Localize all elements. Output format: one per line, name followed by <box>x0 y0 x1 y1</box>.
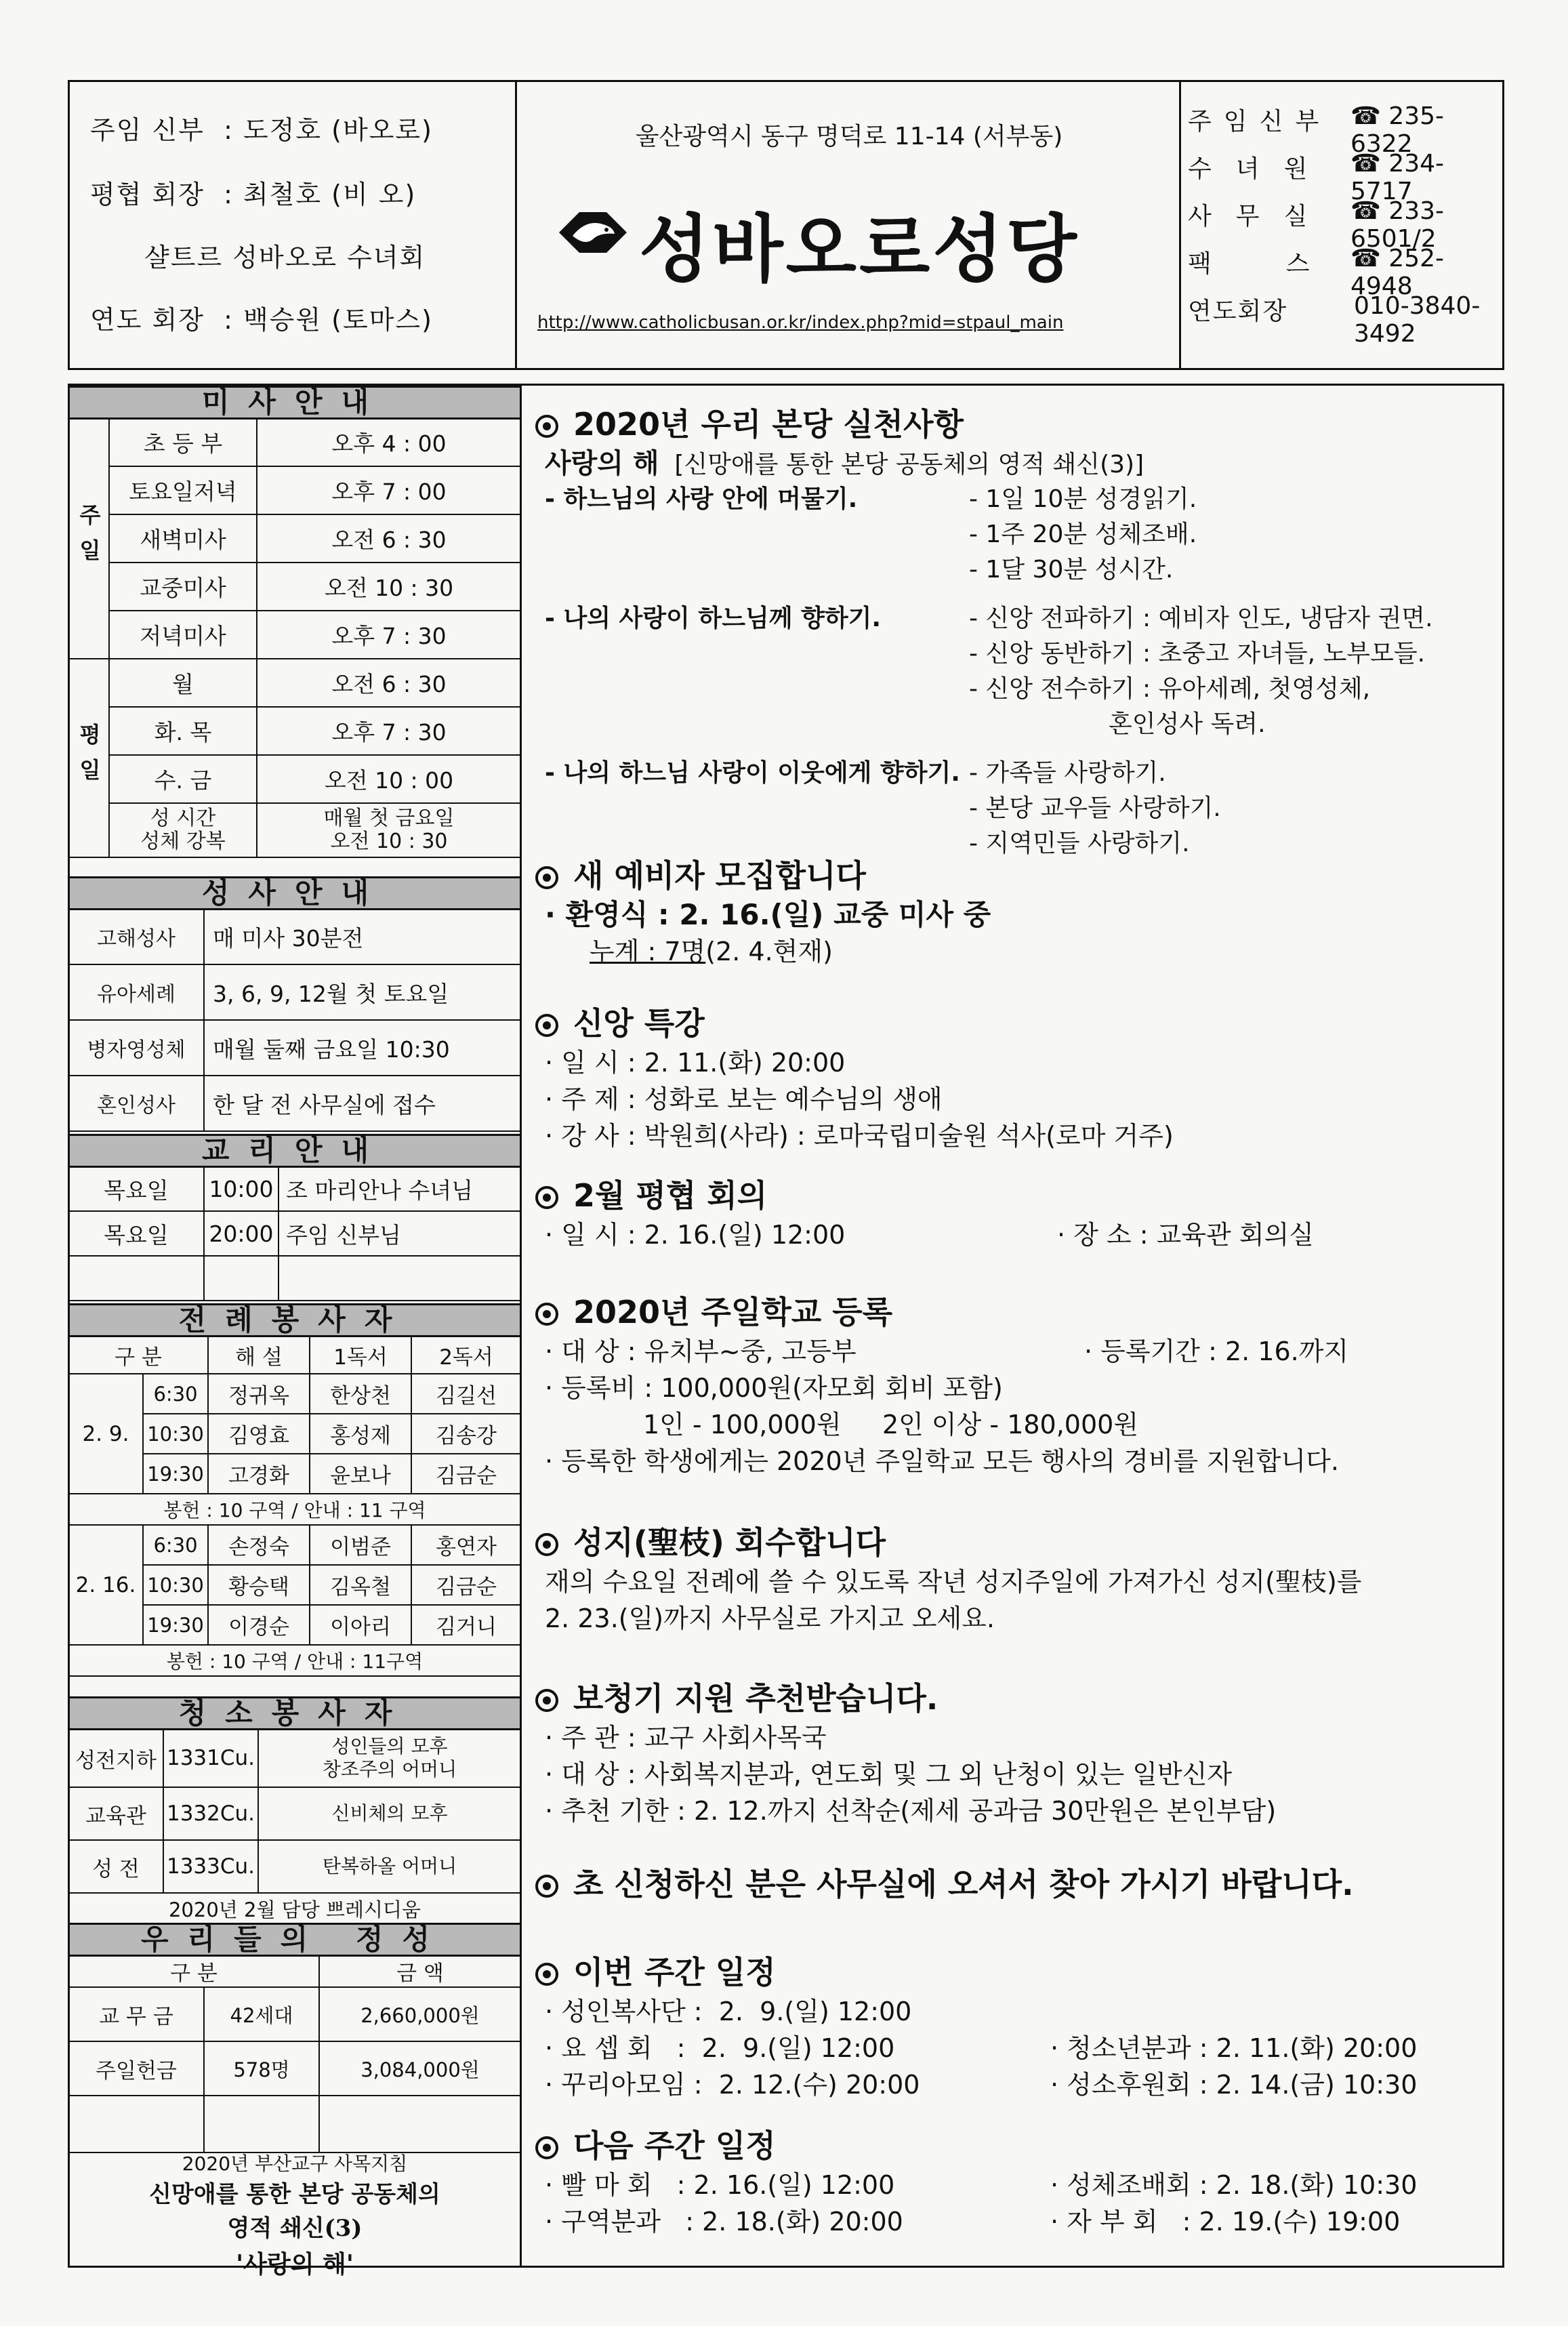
sacrament-table <box>68 908 522 1132</box>
column-header: 금 액 <box>319 1955 521 1987</box>
notice-subtitle: 사랑의 해 [신망애를 통한 본당 공동체의 영적 쇄신(3)] <box>545 448 1144 479</box>
sacrament-section-title: 성사안내 <box>70 876 520 910</box>
reader2-name: 김길선 <box>411 1374 521 1414</box>
notice-line: · 대 상 : 사회복지분과, 연도회 및 그 외 난청이 있는 일반신자 <box>545 1759 1233 1789</box>
notice-title: 초 신청하신 분은 사무실에 오셔서 찾아 가시기 바랍니다. <box>535 1863 1484 1905</box>
mass-time: 매월 첫 금요일 오전 10 : 30 <box>257 803 521 857</box>
guideline-line: 2020년 부산교구 사목지침 <box>182 2152 408 2175</box>
schedule-line: · 꾸리아모임 : 2. 12.(수) 20:00 · 성소후원회 : 2. 14.(금) 10:30 <box>545 2070 1418 2100</box>
mass-time: 오전 10 : 00 <box>257 755 521 803</box>
commentator-name: 김영효 <box>208 1414 310 1454</box>
bullet-icon <box>535 2136 558 2159</box>
dove-logo-icon <box>552 199 634 266</box>
table-row <box>68 1729 521 1787</box>
cleaning-place: 교육관 <box>68 1787 163 1840</box>
mass-name: 교중미사 <box>109 563 257 611</box>
catechism-day: 목요일 <box>68 1166 204 1211</box>
practice-goal: - 나의 사랑이 하느님께 향하기. <box>545 605 882 632</box>
table-row <box>68 1076 521 1131</box>
pastor-line: 주임 신부 : 도정호 (바오로) <box>90 115 433 145</box>
contact-row: 주임신부 ☎ 235-6322 <box>1188 102 1444 158</box>
practice-goal: - 하느님의 사랑 안에 머물기. <box>545 485 858 513</box>
offering-table <box>68 1955 522 2153</box>
notice-line: 2. 23.(일)까지 사무실로 가지고 오세요. <box>545 1604 995 1633</box>
mass-name: 토요일저녁 <box>109 466 257 514</box>
practice-line <box>535 482 1484 517</box>
schedule-line: · 구역분과 : 2. 18.(화) 20:00 · 자 부 회 : 2. 19.(수) 19:00 <box>545 2207 1401 2237</box>
liturgy-time: 6:30 <box>143 1525 208 1565</box>
catechism-teacher <box>278 1256 521 1301</box>
bullet-icon <box>535 1014 558 1037</box>
catechism-day <box>68 1256 204 1301</box>
reader2-name: 김송강 <box>411 1414 521 1454</box>
sunday-label: 주일 <box>68 418 109 659</box>
liturgy-time: 6:30 <box>143 1374 208 1414</box>
notice-title: 다음 주간 일정 <box>535 2125 1484 2167</box>
notice-line: 누계 : 7명(2. 4.현재) <box>590 937 833 966</box>
table-row <box>68 2096 521 2152</box>
bullet-icon <box>535 1186 558 1209</box>
table-row <box>68 1955 521 1987</box>
notice-title: 2월 평협 회의 <box>535 1175 1484 1217</box>
mass-name: 월 <box>109 659 257 707</box>
table-row <box>68 1987 521 2041</box>
reader1-name: 홍성제 <box>310 1414 411 1454</box>
schedule-line: · 성인복사단 : 2. 9.(일) 12:00 <box>545 1997 912 2026</box>
practice-action: - 가족들 사랑하기. <box>969 759 1166 787</box>
table-row <box>68 1336 521 1374</box>
cleaning-curia: 1332Cu. <box>163 1787 258 1840</box>
table-row <box>68 1256 521 1301</box>
mass-section-title: 미사안내 <box>70 386 520 420</box>
mass-time: 오후 4 : 00 <box>257 418 521 466</box>
table-row <box>68 1020 521 1076</box>
practice-action: - 본당 교우들 사랑하기. <box>969 794 1221 822</box>
cleaning-footer: 2020년 2월 담당 쁘레시디움 <box>68 1893 521 1924</box>
notice-line: · 주 제 : 성화로 보는 예수님의 생애 <box>545 1084 943 1114</box>
liturgy-note: 봉헌 : 10 구역 / 안내 : 11 구역 <box>68 1494 521 1525</box>
table-row <box>68 1840 521 1893</box>
catechism-time: 10:00 <box>204 1166 278 1211</box>
mass-name: 화. 목 <box>109 707 257 755</box>
mass-name: 저녁미사 <box>109 611 257 659</box>
practice-action: - 1달 30분 성시간. <box>969 556 1174 584</box>
header-contacts <box>1181 82 1502 368</box>
empty-cell <box>319 2096 521 2152</box>
table-row <box>68 803 521 857</box>
left-info-column <box>68 384 522 2279</box>
schedule-line: · 빨 마 회 : 2. 16.(일) 12:00 · 성체조배회 : 2. 18.(화) 10:30 <box>545 2170 1418 2200</box>
notice-line: · 일 시 : 2. 11.(화) 20:00 <box>545 1048 846 1078</box>
guideline-line: '사랑의 해' <box>236 2250 354 2279</box>
bullet-icon <box>535 1533 558 1556</box>
catechism-section-title: 교리안내 <box>70 1134 520 1168</box>
cleaning-praesidium: 신비체의 모후 <box>258 1787 521 1840</box>
notice-line: 1인 - 100,000원 2인 이상 - 180,000원 <box>545 1410 1139 1440</box>
bullet-icon <box>535 866 558 889</box>
pastoral-guideline-box <box>70 2150 520 2283</box>
table-row <box>68 514 521 563</box>
mass-time: 오전 6 : 30 <box>257 514 521 563</box>
sacrament-desc: 매월 둘째 금요일 10:30 <box>204 1020 521 1076</box>
notice-next-week <box>535 2125 1484 2240</box>
offering-count: 42세대 <box>204 1987 319 2041</box>
column-header: 1독서 <box>310 1336 411 1374</box>
mass-name: 새벽미사 <box>109 514 257 563</box>
table-row <box>68 563 521 611</box>
church-url[interactable]: http://www.catholicbusan.or.kr/index.php?mid=stpaul_main <box>537 312 1064 333</box>
reader1-name: 이범준 <box>310 1525 411 1565</box>
mass-table <box>68 417 522 858</box>
cleaning-table <box>68 1728 522 1925</box>
table-row <box>68 418 521 466</box>
notices-column <box>522 384 1504 2268</box>
notice-line: · 강 사 : 박원희(사라) : 로마국립미술원 석사(로마 거주) <box>545 1121 1174 1151</box>
practice-line <box>535 636 1484 672</box>
catechism-time <box>204 1256 278 1301</box>
offering-amount: 3,084,000원 <box>319 2041 521 2096</box>
council-president-line: 평협 회장 : 최철호 (비 오) <box>90 180 417 209</box>
mass-time: 오후 7 : 30 <box>257 611 521 659</box>
notice-line: 재의 수요일 전례에 쓸 수 있도록 작년 성지주일에 가져가신 성지(聖枝)를 <box>545 1567 1362 1597</box>
offering-amount: 2,660,000원 <box>319 1987 521 2041</box>
contact-row: 수녀원 ☎ 234-5717 <box>1188 150 1444 205</box>
table-row <box>68 466 521 514</box>
offering-name: 교 무 금 <box>68 1987 204 2041</box>
table-row <box>68 1787 521 1840</box>
commentator-name: 정귀옥 <box>208 1374 310 1414</box>
empty-cell <box>204 2096 319 2152</box>
liturgy-table <box>68 1335 522 1677</box>
cleaning-section-title: 청소봉사자 <box>70 1696 520 1730</box>
reader2-name: 김금순 <box>411 1565 521 1605</box>
reader2-name: 김금순 <box>411 1454 521 1494</box>
mass-time: 오후 7 : 00 <box>257 466 521 514</box>
table-row <box>68 659 521 707</box>
catechism-time: 20:00 <box>204 1211 278 1256</box>
requiem-president-line: 연도 회장 : 백승원 (토마스) <box>90 305 433 335</box>
bullet-icon <box>535 415 558 438</box>
bullet-icon <box>535 1689 558 1712</box>
table-row <box>68 964 521 1020</box>
weekday-label: 평일 <box>68 659 109 857</box>
practice-action: - 1주 20분 성체조배. <box>969 521 1197 548</box>
column-header: 구 분 <box>68 1955 319 1987</box>
practice-action: - 지역민들 사랑하기. <box>969 830 1190 857</box>
commentator-name: 황승택 <box>208 1565 310 1605</box>
schedule-line: · 요 셉 회 : 2. 9.(일) 12:00 · 청소년분과 : 2. 11.(화) 20:00 <box>545 2033 1418 2063</box>
sacrament-name: 병자영성체 <box>68 1020 204 1076</box>
sacrament-desc: 한 달 전 사무실에 접수 <box>204 1076 521 1131</box>
liturgy-time: 19:30 <box>143 1605 208 1645</box>
mass-time: 오전 6 : 30 <box>257 659 521 707</box>
table-row <box>68 1893 521 1924</box>
mass-name: 수. 금 <box>109 755 257 803</box>
table-row <box>68 1525 521 1565</box>
column-header: 해 설 <box>208 1336 310 1374</box>
column-header: 구 분 <box>68 1336 208 1374</box>
sacrament-desc: 3, 6, 9, 12월 첫 토요일 <box>204 964 521 1020</box>
notice-title: 새 예비자 모집합니다 <box>535 855 1484 897</box>
notice-title: 이번 주간 일정 <box>535 1951 1484 1993</box>
practice-line <box>535 707 1484 742</box>
practice-item <box>535 601 1484 742</box>
catechism-teacher: 주임 신부님 <box>278 1211 521 1256</box>
liturgy-time: 10:30 <box>143 1565 208 1605</box>
table-row <box>68 707 521 755</box>
practice-action: - 신앙 동반하기 : 초중고 자녀들, 노부모들. <box>969 640 1426 668</box>
commentator-name: 손정숙 <box>208 1525 310 1565</box>
sacrament-name: 유아세례 <box>68 964 204 1020</box>
table-row <box>68 1494 521 1525</box>
practice-goal: - 나의 하느님 사랑이 이웃에게 향하기. <box>545 759 960 787</box>
contact-row: 연도회장 010-3840-3492 <box>1188 292 1481 348</box>
reader1-name: 김옥철 <box>310 1565 411 1605</box>
notice-catechumen <box>535 855 1484 970</box>
mass-name: 성 시간 성체 강복 <box>109 803 257 857</box>
cleaning-praesidium: 탄복하올 어머니 <box>258 1840 521 1893</box>
sacrament-name: 혼인성사 <box>68 1076 204 1131</box>
notice-title: 보청기 지원 추천받습니다. <box>535 1677 1484 1719</box>
table-row <box>68 1645 521 1676</box>
reader1-name: 이아리 <box>310 1605 411 1645</box>
catechism-day: 목요일 <box>68 1211 204 1256</box>
liturgy-date: 2. 9. <box>68 1374 143 1494</box>
notice-title: 2020년 우리 본당 실천사항 <box>535 403 1484 445</box>
notice-practice <box>535 403 1484 861</box>
bullet-icon <box>535 1303 558 1326</box>
header-church <box>517 82 1181 368</box>
notice-title: 2020년 주일학교 등록 <box>535 1291 1484 1333</box>
bullet-icon <box>535 1963 558 1986</box>
notice-line: · 대 상 : 유치부~중, 고등부 · 등록기간 : 2. 16.까지 <box>545 1337 1349 1366</box>
notice-line: · 일 시 : 2. 16.(일) 12:00 · 장 소 : 교육관 회의실 <box>545 1220 1314 1250</box>
sacrament-name: 고해성사 <box>68 909 204 964</box>
practice-item <box>535 756 1484 861</box>
guideline-line: 신망애를 통한 본당 공동체의 <box>149 2181 440 2208</box>
table-row <box>68 1211 521 1256</box>
practice-line <box>535 756 1484 791</box>
reader2-name: 김거니 <box>411 1605 521 1645</box>
liturgy-date: 2. 16. <box>68 1525 143 1645</box>
header-staff <box>70 82 517 368</box>
contact-row: 사무실 ☎ 233-6501/2 <box>1188 197 1444 253</box>
bullet-icon <box>535 1875 558 1898</box>
table-row <box>68 909 521 964</box>
notice-title: 성지(聖枝) 회수합니다 <box>535 1522 1484 1564</box>
notice-hearing-aid <box>535 1677 1484 1829</box>
offering-count: 578명 <box>204 2041 319 2096</box>
church-name: 성바오로성당 <box>639 207 1079 292</box>
contact-row: 팩스 ☎ 252-4948 <box>1188 245 1444 300</box>
commentator-name: 이경순 <box>208 1605 310 1645</box>
practice-action: - 1일 10분 성경읽기. <box>969 485 1197 513</box>
practice-line <box>535 517 1484 552</box>
notice-line: · 등록비 : 100,000원(자모회 회비 포함) <box>545 1373 1003 1403</box>
practice-line <box>535 672 1484 707</box>
cleaning-curia: 1331Cu. <box>163 1729 258 1787</box>
catechism-teacher: 조 마리안나 수녀님 <box>278 1166 521 1211</box>
liturgy-time: 19:30 <box>143 1454 208 1494</box>
notice-council <box>535 1175 1484 1253</box>
notice-title: 신앙 특강 <box>535 1002 1484 1044</box>
practice-line <box>535 601 1484 636</box>
notice-line: · 추천 기한 : 2. 12.까지 선착순(제세 공과금 30만원은 본인부담) <box>545 1796 1277 1826</box>
catechism-table <box>68 1166 522 1301</box>
practice-item <box>535 482 1484 588</box>
table-row <box>68 755 521 803</box>
sacrament-desc: 매 미사 30분전 <box>204 909 521 964</box>
practice-action: - 신앙 전수하기 : 유아세례, 첫영성체, <box>969 675 1371 703</box>
notice-lecture <box>535 1002 1484 1154</box>
notice-line: · 등록한 학생에게는 2020년 주일학교 모든 행사의 경비를 지원합니다. <box>545 1446 1339 1476</box>
practice-line <box>535 791 1484 826</box>
notice-this-week <box>535 1951 1484 2103</box>
empty-cell <box>68 2096 204 2152</box>
notice-line: · 주 관 : 교구 사회사목국 <box>545 1723 827 1753</box>
cleaning-place: 성전지하 <box>68 1729 163 1787</box>
notice-line: · 환영식 : 2. 16.(일) 교중 미사 중 <box>545 898 991 931</box>
table-row <box>68 1166 521 1211</box>
practice-line <box>535 552 1484 588</box>
table-row <box>68 1374 521 1414</box>
notice-palm <box>535 1522 1484 1637</box>
table-row <box>68 611 521 659</box>
practice-action: - 신앙 전파하기 : 예비자 인도, 냉담자 권면. <box>969 605 1433 632</box>
reader1-name: 윤보나 <box>310 1454 411 1494</box>
notice-sundayschool <box>535 1291 1484 1480</box>
cleaning-curia: 1333Cu. <box>163 1840 258 1893</box>
sisters-line: 샬트르 성바오로 수녀회 <box>144 243 426 272</box>
guideline-line: 영적 쇄신(3) <box>227 2215 363 2242</box>
commentator-name: 고경화 <box>208 1454 310 1494</box>
notice-candle-pickup <box>535 1863 1484 1905</box>
mass-time: 오전 10 : 30 <box>257 563 521 611</box>
practice-action: 혼인성사 독려. <box>969 710 1266 738</box>
reader2-name: 홍연자 <box>411 1525 521 1565</box>
mass-time: 오후 7 : 30 <box>257 707 521 755</box>
column-header: 2독서 <box>411 1336 521 1374</box>
reader1-name: 한상천 <box>310 1374 411 1414</box>
cleaning-place: 성 전 <box>68 1840 163 1893</box>
mass-name: 초 등 부 <box>109 418 257 466</box>
offering-name: 주일헌금 <box>68 2041 204 2096</box>
church-address: 울산광역시 동구 명덕로 11-14 (서부동) <box>635 123 1063 150</box>
offering-section-title: 우리들의 정성 <box>70 1923 520 1957</box>
bulletin-header <box>68 80 1504 370</box>
liturgy-note: 봉헌 : 10 구역 / 안내 : 11구역 <box>68 1645 521 1676</box>
liturgy-time: 10:30 <box>143 1414 208 1454</box>
liturgy-section-title: 전례봉사자 <box>70 1303 520 1337</box>
cleaning-praesidium: 성인들의 모후 창조주의 어머니 <box>258 1729 521 1787</box>
table-row <box>68 2041 521 2096</box>
